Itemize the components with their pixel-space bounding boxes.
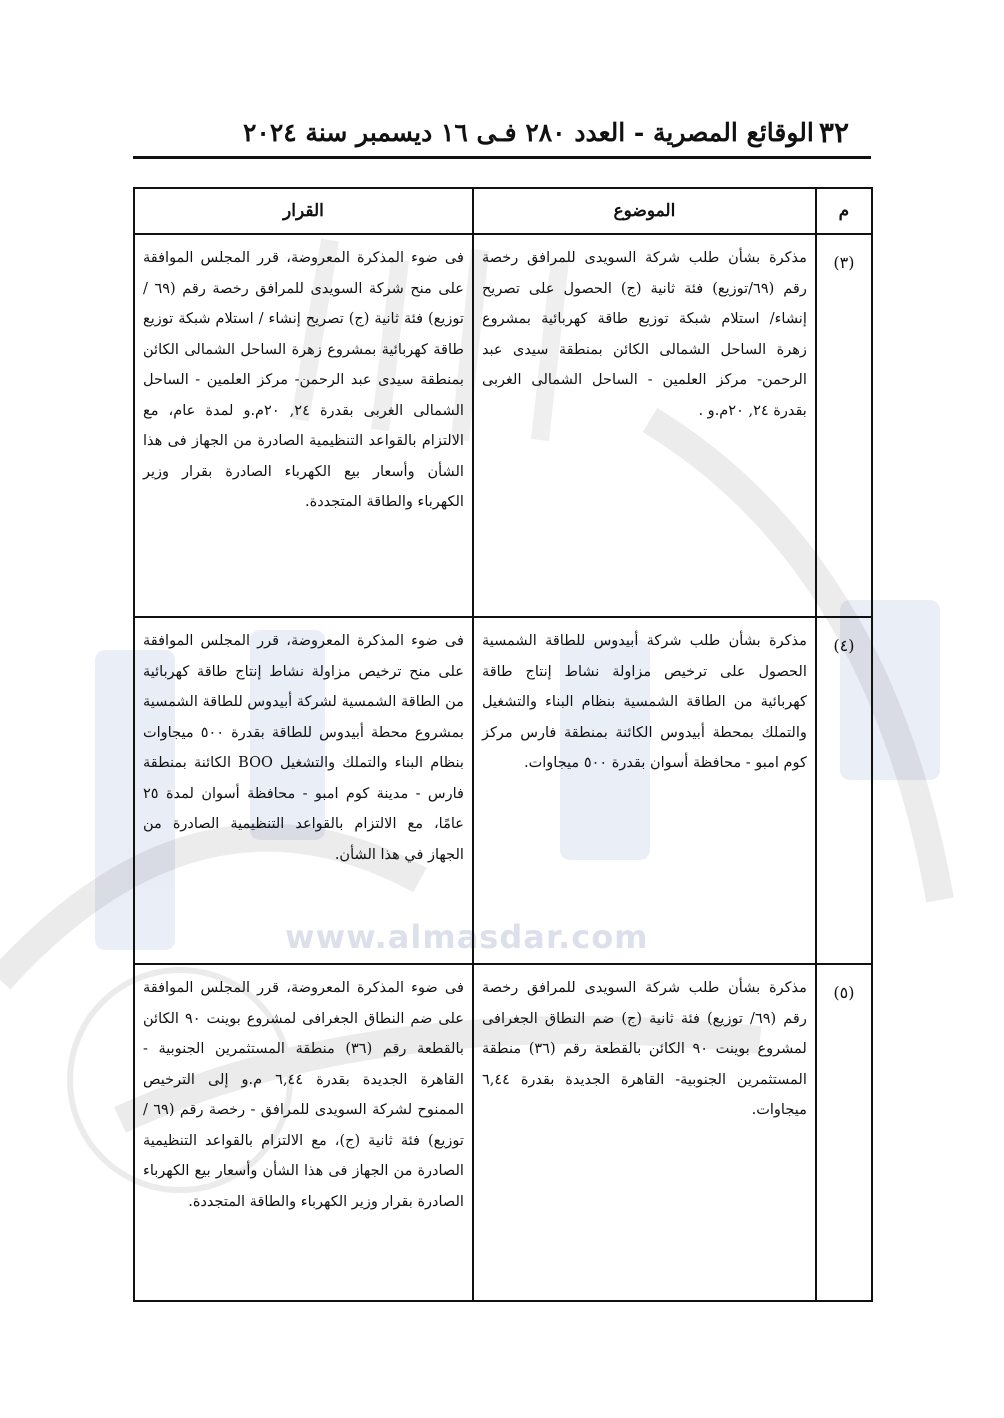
table-row (134, 234, 872, 617)
running-title: الوقائع المصرية - العدد ٢٨٠ فـى ١٦ ديسمبر سنة ٢٠٢٤ (243, 118, 814, 147)
decisions-table (133, 187, 873, 1302)
decision-cell: فى ضوء المذكرة المعروضة، قرر المجلس الموافقة على منح شركة السويدى للمرافق رخصة رقم (٦٩ / توزيع) فئة ثانية (ج) تصريح إنشاء / استلام شبكة توزيع طاقة كهربائية بمشروع زهرة الساحل الشمالى الكائن بمنطقة سيدى عبد الرحمن- مركز العلمين - الساحل الشمالى الغربى بقدرة ٢٤, ٢٠م.و لمدة عام، مع الالتزام بالقواعد التنظيمية الصادرة من الجهاز فى هذا الشأن وأسعار بيع الكهرباء الصادرة بقرار وزير الكهرباء والطاقة المتجددة. (134, 234, 473, 617)
decision-cell: فى ضوء المذكرة المعروضة، قرر المجلس الموافقة على منح ترخيص مزاولة نشاط إنتاج طاقة كهربائية من الطاقة الشمسية لشركة أبيدوس للطاقة الشمسية بمشروع محطة أبيدوس للطاقة بقدرة ٥٠٠ ميجاوات بنظام البناء والتملك والتشغيل BOO الكائنة بمنطقة فارس - مدينة كوم امبو - محافظة أسوان لمدة ٢٥ عامًا، مع الالتزام بالقواعد التنظيمية الصادرة من الجهاز في هذا الشأن. (134, 617, 473, 964)
watermark-text: www.almasdar.com (285, 918, 649, 956)
subject-cell: مذكرة بشأن طلب شركة أبيدوس للطاقة الشمسية الحصول على ترخيص مزاولة نشاط إنتاج طاقة كهربائية من الطاقة الشمسية بنظام البناء والتشغيل والتملك بمحطة أبيدوس الكائنة بمنطقة فارس مركز كوم امبو - محافظة أسوان بقدرة ٥٠٠ ميجاوات. (473, 617, 816, 964)
column-header-decision: القرار (134, 188, 473, 234)
decision-cell: فى ضوء المذكرة المعروضة، قرر المجلس الموافقة على ضم النطاق الجغرافى لمشروع بوينت ٩٠ الكائن بالقطعة رقم (٣٦) منطقة المستثمرين الجنوبية - القاهرة الجديدة بقدرة ٦,٤٤ م.و إلى الترخيص الممنوح لشركة السويدى للمرافق - رخصة رقم (٦٩ / توزيع) فئة ثانية (ج)، مع الالتزام بالقواعد التنظيمية الصادرة من الجهاز فى هذا الشأن وأسعار بيع الكهرباء الصادرة بقرار وزير الكهرباء والطاقة المتجددة. (134, 964, 473, 1301)
row-number: (٤) (816, 617, 872, 964)
row-number: (٥) (816, 964, 872, 1301)
page-number: ٣٢ (818, 116, 849, 149)
subject-cell: مذكرة بشأن طلب شركة السويدى للمرافق رخصة رقم (٦٩/توزيع) فئة ثانية (ج) الحصول على تصريح إنشاء/ استلام شبكة توزيع طاقة كهربائية بمشروع زهرة الساحل الشمالى الكائن بمنطقة سيدى عبد الرحمن- مركز العلمين - الساحل الشمالى الغربى بقدرة ٢٤, ٢٠م.و . (473, 234, 816, 617)
column-header-subject: الموضوع (473, 188, 816, 234)
page-header (133, 112, 871, 156)
row-number: (٣) (816, 234, 872, 617)
subject-cell: مذكرة بشأن طلب شركة السويدى للمرافق رخصة رقم (٦٩/ توزيع) فئة ثانية (ج) ضم النطاق الجغرافى لمشروع بوينت ٩٠ الكائن بالقطعة رقم (٣٦) منطقة المستثمرين الجنوبية- القاهرة الجديدة بقدرة ٦,٤٤ ميجاوات. (473, 964, 816, 1301)
column-header-no: م (816, 188, 872, 234)
header-rule (133, 156, 871, 159)
table-header-row (134, 188, 872, 234)
table-row (134, 617, 872, 964)
table-row (134, 964, 872, 1301)
